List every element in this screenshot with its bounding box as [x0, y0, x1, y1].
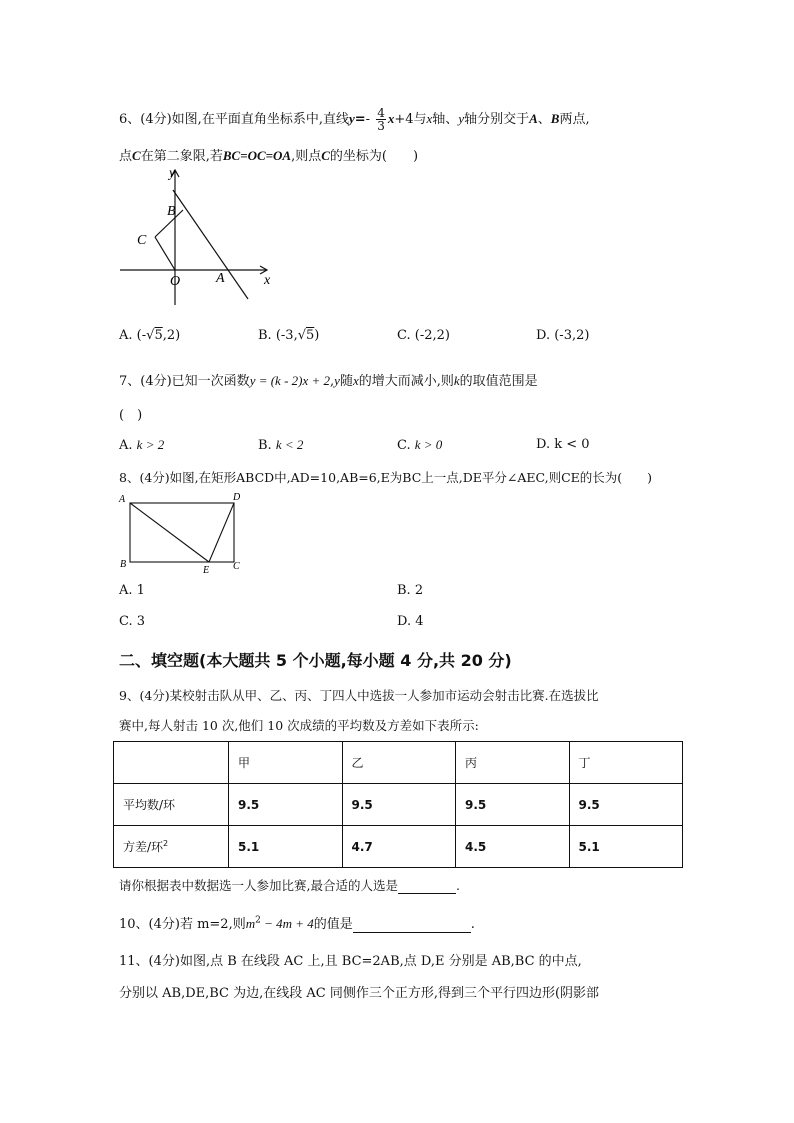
label-d: D [233, 492, 241, 503]
label-c: C [137, 233, 147, 248]
q9-after: 请你根据表中数据选一人参加比赛,最合适的人选是 . [119, 878, 460, 893]
section-title: 二、填空题(本大题共 5 个小题,每小题 4 分,共 20 分) [119, 651, 512, 670]
q7-option-c: C. k > 0 [397, 437, 443, 453]
answer-blank[interactable] [353, 917, 471, 933]
label-a: A [119, 494, 126, 505]
table-row [114, 784, 683, 826]
sqrt-icon: √ [146, 328, 155, 343]
label-e: E [203, 565, 210, 575]
label-o: O [170, 274, 181, 289]
q7-option-b: B. k < 2 [258, 437, 304, 453]
table-header-row [114, 742, 683, 784]
q7-option-d: D. k < 0 [536, 437, 590, 452]
q6-line1: 6、(4分)如图,在平面直角坐标系中,直线y=- $\frac{4}{3}$ x+4与x轴、y轴分别交于A、B两点, [119, 106, 590, 133]
segment-oc [155, 237, 175, 270]
q9-line2: 赛中,每人射击 10 次,他们 10 次成绩的平均数及方差如下表所示: [119, 718, 479, 733]
fraction-4-3: $\frac{4}{3}$ [377, 106, 385, 133]
table-cell: 5.1 [229, 826, 343, 868]
q8-text: 8、(4分)如图,在矩形ABCD中,AD=10,AB=6,E为BC上一点,DE平分∠AEC,则CE的长为( ) [119, 470, 653, 485]
table-cell: 5.1 [569, 826, 683, 868]
label-a: A [216, 271, 225, 286]
label-x: x [264, 273, 271, 288]
table-cell: 9.5 [569, 784, 683, 826]
label-b: B [167, 204, 176, 219]
table-header-cell: 丁 [569, 742, 683, 784]
table-row [114, 826, 683, 868]
row-label: 方差/环$^2$ [114, 826, 229, 868]
answer-blank[interactable] [398, 878, 456, 894]
table-header-cell: 甲 [229, 742, 343, 784]
table-cell: 4.7 [342, 826, 456, 868]
score-table [113, 741, 683, 868]
segment-ae [130, 503, 209, 562]
q8-figure [115, 490, 250, 575]
segment-de [209, 503, 234, 562]
q11-line1: 11、(4分)如图,点 B 在线段 AC 上,且 BC=2AB,点 D,E 分别是 AB,BC 的中点, [119, 954, 582, 969]
q8-option-a: A. 1 [119, 583, 145, 598]
q6-option-c: C. (-2,2) [397, 328, 450, 343]
table-cell: 9.5 [229, 784, 343, 826]
q7-option-a: A. k > 2 [119, 437, 165, 453]
q8-option-b: B. 2 [397, 583, 424, 598]
table-cell: 9.5 [456, 784, 570, 826]
label-y: y [169, 166, 176, 181]
q8-option-c: C. 3 [119, 614, 146, 629]
label-c: C [233, 561, 240, 572]
table-header-cell [114, 742, 229, 784]
q6-option-b: B. (-3,√5) [258, 328, 320, 343]
row-label: 平均数/环 [114, 784, 229, 826]
q8-option-d: D. 4 [397, 614, 424, 629]
table-cell: 9.5 [342, 784, 456, 826]
q6-figure [115, 165, 275, 315]
q11-line2: 分别以 AB,DE,BC 为边,在线段 AC 同侧作三个正方形,得到三个平行四边形(阴影部 [119, 986, 600, 1001]
q7-paren: ( ) [119, 408, 143, 423]
q7-line1: 7、(4分)已知一次函数y = (k - 2)x + 2,y随x的增大而减小,则k的取值范围是 [119, 373, 538, 389]
table-header-cell: 乙 [342, 742, 456, 784]
sqrt-icon: √ [297, 328, 306, 343]
table-header-cell: 丙 [456, 742, 570, 784]
q6-option-a: A. (-√5,2) [119, 328, 181, 343]
line-ab [173, 190, 248, 299]
q6-option-d: D. (-3,2) [536, 328, 590, 343]
q6-line2: 点C在第二象限,若BC=OC=OA,则点C的坐标为( ) [119, 148, 419, 164]
q9-line1: 9、(4分)某校射击队从甲、乙、丙、丁四人中选拔一人参加市运动会射击比赛.在选拔比 [119, 688, 599, 703]
q10-line: 10、(4分)若 m=2,则$m^2 - 4m + 4$的值是 . [119, 915, 475, 932]
rectangle-abcd [130, 503, 234, 562]
label-b: B [120, 559, 127, 570]
table-cell: 4.5 [456, 826, 570, 868]
